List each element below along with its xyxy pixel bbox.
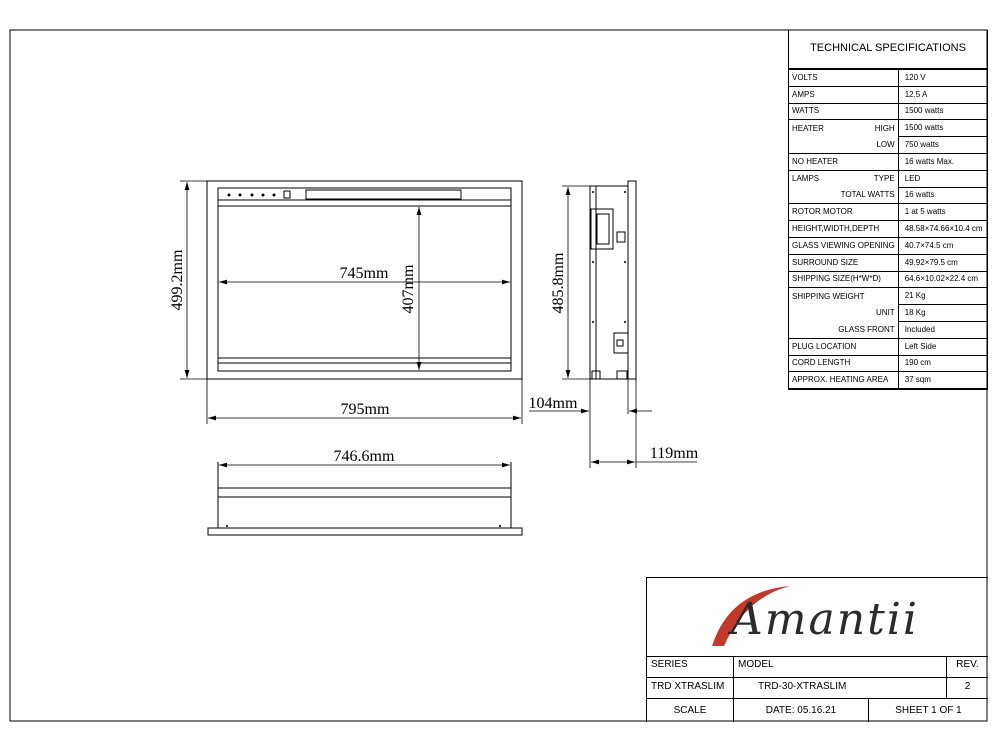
series-value: TRD XTRASLIM	[647, 678, 734, 699]
spec-label-cell: WATTS	[789, 103, 898, 120]
spec-row	[789, 137, 987, 154]
spec-sublabel: HIGH	[874, 123, 895, 133]
spec-label-cell: SURROUND SIZE	[789, 254, 898, 271]
spec-value: Included	[898, 321, 987, 338]
spec-value: 1500 watts	[898, 120, 987, 137]
spec-row	[789, 86, 987, 103]
spec-label-cell: APPROX. HEATING AREA	[789, 372, 898, 389]
spec-value: 12.5 A	[898, 86, 987, 103]
dim-side-total-label: 119mm	[649, 445, 699, 462]
dim-side-height-label: 485.8mm	[550, 252, 567, 314]
spec-label-cell: GLASS VIEWING OPENING	[789, 237, 898, 254]
spec-row	[789, 372, 987, 389]
dim-glass-width-label: 745mm	[339, 265, 389, 282]
side-view-dots	[592, 191, 626, 323]
spec-value: 64.6×10.02×22.4 cm	[898, 271, 987, 288]
spec-sublabel: GLASS FRONT	[838, 324, 895, 334]
dim-front-width-label: 795mm	[340, 401, 390, 418]
spec-label-cell: SHIPPING WEIGHT	[789, 288, 898, 305]
dim-side-depth	[529, 379, 652, 468]
spec-label-cell: PLUG LOCATION	[789, 338, 898, 355]
spec-value: 37 sqm	[898, 372, 987, 389]
spec-label-cell	[789, 321, 898, 338]
spec-title: TECHNICAL SPECIFICATIONS	[789, 30, 987, 69]
spec-label-cell: ROTOR MOTOR	[789, 204, 898, 221]
dim-glass-height-label: 407mm	[400, 264, 417, 314]
spec-label-cell: VOLTS	[789, 70, 898, 87]
control-dots	[228, 194, 276, 197]
scale-label: SCALE	[647, 699, 734, 722]
spec-value: Left Side	[898, 338, 987, 355]
dim-top-width-label: 746.6mm	[333, 448, 395, 465]
spec-row	[789, 187, 987, 204]
spec-sublabel: TYPE	[873, 173, 895, 183]
spec-value: 1 at 5 watts	[898, 204, 987, 221]
spec-sublabel: TOTAL WATTS	[840, 190, 895, 200]
spec-row	[789, 120, 987, 137]
spec-label: HEATER	[792, 123, 824, 133]
spec-label-cell	[789, 187, 898, 204]
spec-label-cell: HEIGHT,WIDTH,DEPTH	[789, 221, 898, 238]
spec-value: 18 Kg	[898, 305, 987, 322]
spec-label-cell	[789, 170, 898, 187]
specifications-table	[788, 30, 988, 390]
logo-area	[647, 578, 988, 657]
spec-sublabel: UNIT	[876, 308, 895, 318]
spec-row	[789, 288, 987, 305]
spec-value: 1500 watts	[898, 103, 987, 120]
top-view	[208, 462, 522, 535]
spec-label-cell	[789, 120, 898, 137]
spec-label-cell: NO HEATER	[789, 153, 898, 170]
spec-row	[789, 70, 987, 87]
spec-row	[789, 237, 987, 254]
spec-value: 48.58×74.66×10.4 cm	[898, 221, 987, 238]
spec-sublabel: LOW	[876, 139, 895, 149]
spec-value: LED	[898, 170, 987, 187]
spec-value: 190 cm	[898, 355, 987, 372]
spec-row	[789, 254, 987, 271]
dim-side-depth-label: 104mm	[528, 395, 578, 412]
model-value: TRD-30-XTRASLIM	[734, 678, 947, 699]
spec-value: 49.92×79.5 cm	[898, 254, 987, 271]
top-view-dots	[226, 525, 501, 527]
spec-row	[789, 170, 987, 187]
date-text: DATE: 05.16.21	[734, 699, 869, 722]
spec-row	[789, 321, 987, 338]
spec-label-cell: AMPS	[789, 86, 898, 103]
logo-text: Amantii	[731, 594, 919, 645]
rev-label: REV.	[947, 656, 988, 678]
spec-label-cell	[789, 137, 898, 154]
dim-front-height-label: 499.2mm	[169, 249, 186, 311]
spec-value: 120 V	[898, 70, 987, 87]
spec-row	[789, 221, 987, 238]
spec-label: LAMPS	[792, 173, 820, 183]
spec-row	[789, 271, 987, 288]
spec-label-cell: SHIPPING SIZE(H*W*D)	[789, 271, 898, 288]
spec-value: 750 watts	[898, 137, 987, 154]
side-view	[590, 181, 636, 379]
spec-row	[789, 103, 987, 120]
series-label: SERIES	[647, 656, 734, 678]
spec-label-cell	[789, 305, 898, 322]
spec-label-cell: CORD LENGTH	[789, 355, 898, 372]
sheet-text: SHEET 1 OF 1	[895, 705, 962, 716]
spec-value: 16 watts	[898, 187, 987, 204]
rev-value: 2	[947, 678, 988, 699]
spec-row	[789, 153, 987, 170]
spec-value: 21 Kg	[898, 288, 987, 305]
model-label: MODEL	[734, 656, 947, 678]
spec-row	[789, 204, 987, 221]
spec-row	[789, 305, 987, 322]
spec-value: 16 watts Max.	[898, 153, 987, 170]
title-block	[646, 577, 988, 722]
spec-row	[789, 338, 987, 355]
spec-row	[789, 355, 987, 372]
spec-value: 40.7×74.5 cm	[898, 237, 987, 254]
